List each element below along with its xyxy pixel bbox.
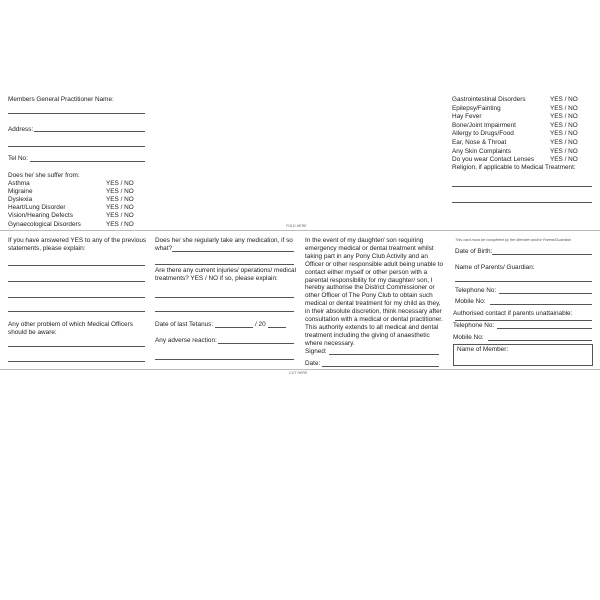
condition-name: Migraine: [8, 188, 33, 196]
consent-line: contact either myself or other person with a: [305, 268, 428, 276]
religion-line-2[interactable]: [452, 202, 592, 203]
name-of-member-box[interactable]: [453, 344, 593, 366]
yes-no-option[interactable]: YES / NO: [550, 147, 578, 155]
medication-label-line2: what?: [155, 245, 173, 252]
address-line-2[interactable]: [8, 146, 145, 147]
parents-line[interactable]: [455, 281, 592, 282]
condition-name: Hay Fever: [452, 113, 482, 121]
fold-line: [0, 230, 600, 231]
completion-note: This card must be completed by the Member and/or Parent/Guardian: [455, 238, 571, 242]
consent-line: in their absolute discretion, think necessary after: [305, 308, 442, 316]
religion-label: Religion, if applicable to Medical Treatment:: [452, 164, 576, 171]
fold-here-label: FOLD HERE: [286, 224, 307, 228]
condition-name: Heart/Lung Disorder: [8, 204, 66, 212]
mobile-line[interactable]: [490, 304, 592, 305]
condition-name: Gynaecological Disorders: [8, 220, 81, 228]
yes-no-option[interactable]: YES / NO: [550, 139, 578, 146]
authorised-contact-label: Authorised contact if parents unattainable:: [453, 310, 573, 317]
consent-line: medical or dental treatment for my child as they,: [305, 300, 441, 308]
consent-line: hereby authorise the District Commissioner or: [305, 284, 435, 292]
tetanus-year-prefix: / 20: [255, 321, 266, 328]
explain-line-4[interactable]: [8, 311, 145, 312]
cut-line: [0, 369, 600, 370]
other-problem-line-2[interactable]: [8, 361, 145, 362]
explain-line-2[interactable]: [8, 281, 145, 282]
mobile2-line[interactable]: [488, 340, 592, 341]
other-problem-label-line1: Any other problem of which Medical Officers: [8, 321, 133, 328]
consent-line: parental responsibility for my daughter/ son, I: [305, 276, 433, 284]
signed-label: Signed:: [305, 348, 327, 355]
condition-name: Bone/Joint Impairment: [452, 121, 516, 129]
authorised-contact-line[interactable]: [455, 320, 592, 321]
telephone2-label: Telephone No:: [453, 322, 495, 329]
consent-line: taking part in any Pony Club Activity and an: [305, 252, 428, 260]
address-line-1[interactable]: [34, 131, 145, 132]
condition-name: Any Skin Complaints: [452, 147, 511, 155]
injuries-line-1[interactable]: [155, 297, 294, 298]
medication-label-line1: Does he/ she regularly take any medication, if so: [155, 237, 293, 244]
consent-line: In the event of my daughter/ son requiring: [305, 237, 424, 244]
adverse-reaction-label: Any adverse reaction:: [155, 337, 217, 344]
explain-label-line2: statements, please explain:: [8, 245, 86, 252]
consent-line: This authority extends to all medical and dental: [305, 323, 439, 331]
tetanus-label: Date of last Tetanus:: [155, 321, 214, 328]
consent-line: consultation with a medical or dental practitioner.: [305, 316, 443, 323]
other-problem-line-1[interactable]: [8, 346, 145, 347]
parents-label: Name of Parents/ Guardian:: [455, 264, 535, 271]
other-problem-label-line2: should be aware:: [8, 329, 57, 336]
injuries-label-line2: treatments? YES / NO if so, please explain:: [155, 275, 278, 282]
gp-name-label: Members General Practitioner Name:: [8, 96, 114, 103]
consent-line: treatment including the giving of anaesthetic: [305, 331, 430, 339]
telephone-line[interactable]: [499, 293, 592, 294]
yes-no-option[interactable]: YES / NO: [106, 204, 134, 212]
condition-name: Allergy to Drugs/Food: [452, 130, 514, 138]
condition-name: Ear, Nose & Throat: [452, 139, 507, 146]
consent-line: Officer or other responsible adult being unable to: [305, 260, 444, 268]
mobile2-label: Mobile No:: [453, 334, 484, 341]
yes-no-option[interactable]: YES / NO: [106, 196, 134, 204]
signed-line[interactable]: [329, 354, 439, 355]
dob-line[interactable]: [492, 254, 592, 255]
telephone-label: Telephone No:: [455, 287, 497, 294]
adverse-reaction-line-2[interactable]: [155, 359, 294, 360]
tetanus-date-line[interactable]: [215, 327, 253, 328]
name-of-member-label: Name of Member:: [457, 346, 509, 353]
adverse-reaction-line-1[interactable]: [218, 343, 294, 344]
yes-no-option[interactable]: YES / NO: [106, 188, 134, 196]
medication-line-2[interactable]: [155, 264, 294, 265]
condition-name: Dyslexia: [8, 196, 33, 204]
tel-label: Tel No:: [8, 155, 28, 162]
condition-name: Epilepsy/Fainting: [452, 104, 501, 112]
condition-name: Asthma: [8, 180, 30, 187]
explain-line-3[interactable]: [8, 297, 145, 298]
yes-no-option[interactable]: YES / NO: [550, 96, 578, 103]
consent-line: emergency medical or dental treatment whilst: [305, 244, 434, 252]
consent-line: where necessary.: [305, 339, 355, 347]
yes-no-option[interactable]: YES / NO: [106, 180, 134, 187]
gp-name-line[interactable]: [8, 113, 145, 114]
mobile-label: Mobile No:: [455, 298, 486, 305]
yes-no-option[interactable]: YES / NO: [106, 212, 134, 220]
date-label: Date:: [305, 360, 321, 367]
condition-name: Gastrointestinal Disorders: [452, 96, 526, 103]
tetanus-year-line[interactable]: [268, 327, 286, 328]
consent-line: other Officer of The Pony Club to obtain such: [305, 292, 433, 300]
explain-line-1[interactable]: [8, 265, 145, 266]
yes-no-option[interactable]: YES / NO: [550, 113, 578, 121]
yes-no-option[interactable]: YES / NO: [106, 220, 134, 228]
date-line[interactable]: [322, 366, 439, 367]
yes-no-option[interactable]: YES / NO: [550, 121, 578, 129]
religion-line-1[interactable]: [452, 186, 592, 187]
tel-line[interactable]: [30, 161, 145, 162]
medication-line-1[interactable]: [172, 251, 294, 252]
yes-no-option[interactable]: YES / NO: [550, 156, 578, 164]
injuries-line-2[interactable]: [155, 311, 294, 312]
address-label: Address:: [8, 126, 34, 133]
yes-no-option[interactable]: YES / NO: [550, 130, 578, 138]
condition-name: Do you wear Contact Lenses: [452, 156, 535, 164]
suffer-label: Does he/ she suffer from:: [8, 172, 80, 179]
cut-here-label: CUT HERE: [289, 371, 308, 375]
explain-label-line1: If you have answered YES to any of the previous: [8, 237, 147, 244]
condition-name: Vision/Hearing Defects: [8, 212, 73, 220]
dob-label: Date of Birth:: [455, 248, 493, 255]
injuries-label-line1: Are there any current injuries/ operations/ medical: [155, 267, 297, 274]
yes-no-option[interactable]: YES / NO: [550, 104, 578, 112]
telephone2-line[interactable]: [497, 328, 592, 329]
